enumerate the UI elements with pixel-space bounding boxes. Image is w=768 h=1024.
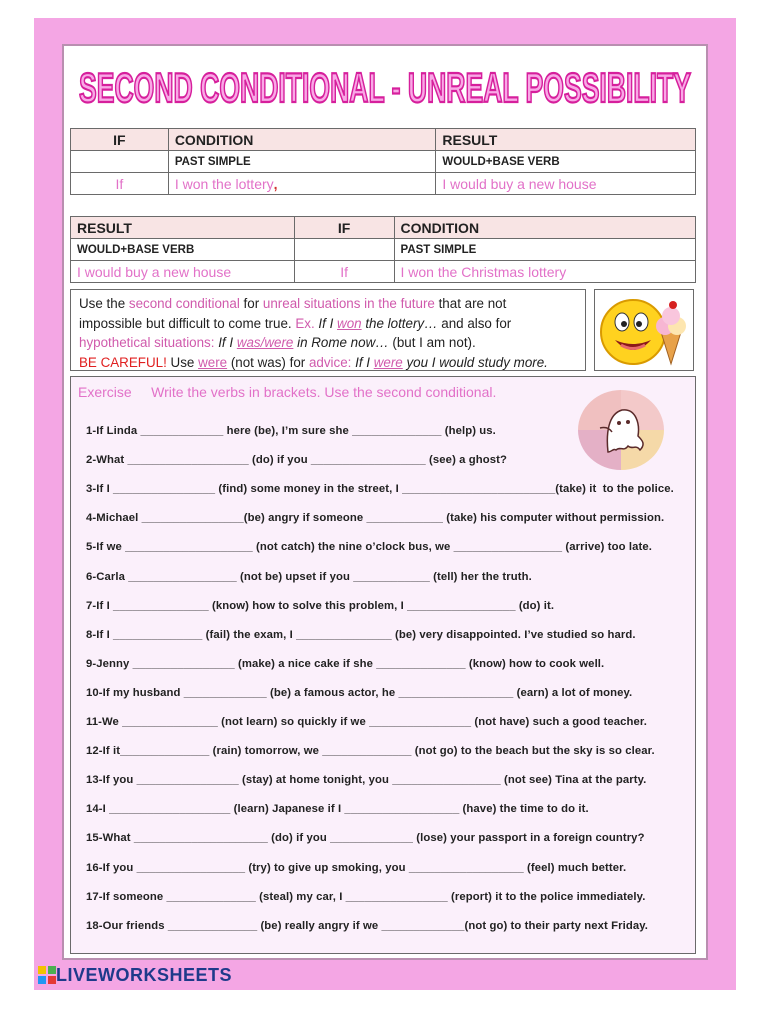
exercise-item: 2-What ___________________ (do) if you __________________ (see) a ghost? — [86, 454, 508, 467]
sub-past-simple: PAST SIMPLE — [168, 151, 436, 173]
example-condition-text: I won the lottery — [174, 175, 274, 192]
exercise-item: 14-I ___________________ (learn) Japanese if I __________________ (have) the time to do it. — [86, 803, 589, 816]
sub-if — [294, 239, 394, 261]
sub-past-simple: PAST SIMPLE — [394, 239, 696, 261]
ghost-icon — [578, 390, 664, 470]
title-text: SECOND CONDITIONAL - UNREAL POSSIBILITY — [79, 64, 691, 111]
exercise-item: 5-If we ____________________ (not catch) the nine o’clock bus, we _________________ (arrive) too late. — [86, 541, 652, 554]
example-if: If — [71, 173, 169, 195]
exercise-item: 13-If you ________________ (stay) at home tonight, you _________________ (not see) Tina at the party. — [86, 774, 647, 787]
smiley-ice-cream-icon — [594, 289, 694, 371]
liveworksheets-logo — [38, 964, 232, 986]
exercise-item: 12-If it______________ (rain) tomorrow, we ______________ (not go) to the beach but the sky is so clear. — [86, 745, 655, 758]
header-if: IF — [71, 129, 169, 151]
exercise-item: 7-If I _______________ (know) how to solve this problem, I _________________ (do) it. — [86, 599, 555, 612]
exercise-heading: Exercise Write the verbs in brackets. Use the second conditional. — [78, 384, 497, 400]
sub-would-base: WOULD+BASE VERB — [71, 239, 295, 261]
example-result: I would buy a new house — [71, 261, 295, 283]
sub-would-base: WOULD+BASE VERB — [436, 151, 696, 173]
exercise-item: 16-If you _________________ (try) to give up smoking, you __________________ (feel) much better. — [86, 861, 627, 874]
rule-line-4: BE CAREFUL! Use were (not was) for advice: If I were you I would study more. — [79, 354, 548, 370]
header-if: IF — [294, 217, 394, 239]
liveworksheets-logo-icon — [38, 966, 56, 984]
structure-table-result-first — [70, 216, 696, 283]
exercise-item: 8-If I ______________ (fail) the exam, I _______________ (be) very disappointed. I’ve studied so hard. — [86, 628, 636, 641]
example-condition — [168, 173, 436, 195]
exercise-item: 3-If I ________________ (find) some money in the street, I ________________________(take) it to the police. — [86, 483, 674, 496]
header-result: RESULT — [436, 129, 696, 151]
example-comma: , — [273, 175, 278, 192]
exercise-item: 1-If Linda _____________ here (be), I’m sure she ______________ (help) us. — [86, 425, 496, 437]
example-condition: I won the Christmas lottery — [394, 261, 696, 283]
header-condition: CONDITION — [168, 129, 436, 151]
worksheet-title — [62, 50, 708, 120]
usage-rule-box — [70, 289, 586, 371]
rule-line-2: impossible but difficult to come true. Ex. If I won the lottery… and also for — [79, 315, 512, 331]
exercise-item: 15-What _____________________ (do) if you _____________ (lose) your passport in a foreign country? — [86, 832, 645, 845]
rule-line-1: Use the second conditional for unreal situations in the future that are not — [79, 296, 507, 311]
structure-table-if-first — [70, 128, 696, 195]
brand-name: LIVEWORKSHEETS — [56, 964, 233, 985]
exercise-item: 18-Our friends ______________ (be) really angry if we _____________(not go) to their party next Friday. — [86, 919, 648, 932]
exercise-item: 10-If my husband _____________ (be) a famous actor, he __________________ (earn) a lot of money. — [86, 686, 633, 699]
rule-line-3: hypothetical situations: If I was/were in Rome now… (but I am not). — [79, 335, 476, 350]
example-result: I would buy a new house — [436, 173, 696, 195]
exercise-item: 9-Jenny ________________ (make) a nice cake if she ______________ (know) how to cook well. — [86, 657, 605, 670]
exercise-item: 11-We _______________ (not learn) so quickly if we ________________ (not have) such a good teacher. — [86, 716, 648, 728]
exercise-item: 17-If someone ______________ (steal) my car, I ________________ (report) it to the police immediately. — [86, 890, 646, 903]
sub-if — [71, 151, 169, 173]
header-condition: CONDITION — [394, 217, 696, 239]
header-result: RESULT — [71, 217, 295, 239]
example-if: If — [294, 261, 394, 283]
exercise-item: 6-Carla _________________ (not be) upset if you ____________ (tell) her the truth. — [86, 570, 532, 583]
exercise-item: 4-Michael ________________(be) angry if someone ____________ (take) his computer without permission. — [86, 512, 665, 525]
